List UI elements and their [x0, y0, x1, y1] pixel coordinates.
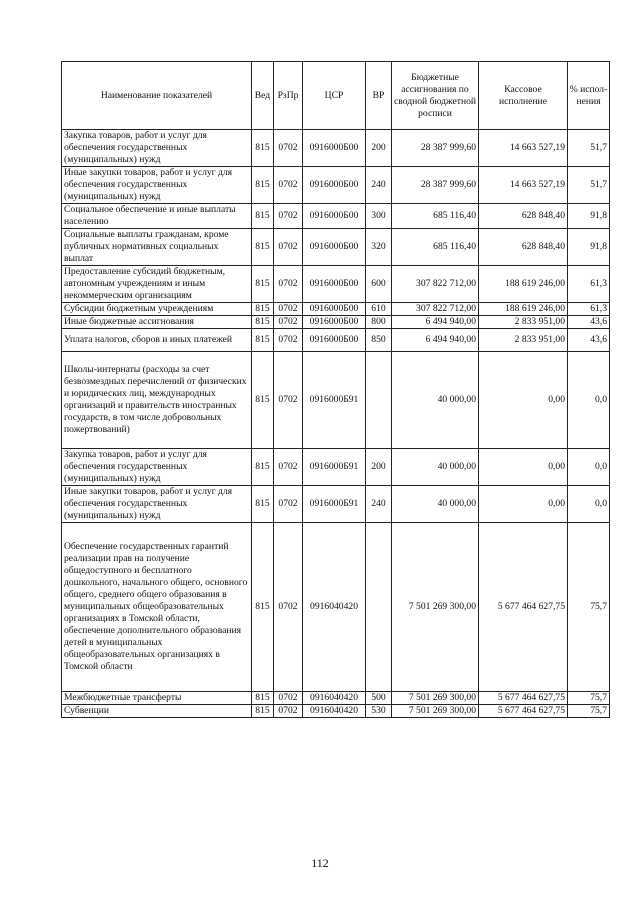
cell-csr: 0916000Б00: [303, 303, 366, 316]
cell-budget: 7 501 269 300,00: [392, 692, 479, 705]
table-row: [62, 692, 610, 705]
cell-ved: 815: [252, 352, 274, 449]
cell-ved: 815: [252, 266, 274, 303]
cell-rzpr: 0702: [274, 266, 303, 303]
cell-budget: 307 822 712,00: [392, 266, 479, 303]
cell-vr: 240: [366, 167, 392, 204]
cell-budget: 6 494 940,00: [392, 329, 479, 352]
cell-budget: 40 000,00: [392, 352, 479, 449]
cell-cash: 14 663 527,19: [479, 130, 568, 167]
cell-percent: 91,8: [568, 204, 610, 229]
cell-vr: [366, 523, 392, 692]
header-vr: ВР: [366, 62, 392, 130]
cell-ved: 815: [252, 316, 274, 329]
cell-rzpr: 0702: [274, 449, 303, 486]
cell-csr: 0916000Б00: [303, 130, 366, 167]
cell-ved: 815: [252, 167, 274, 204]
cell-budget: 28 387 999,60: [392, 167, 479, 204]
table-row: [62, 266, 610, 303]
cell-csr: 0916040420: [303, 692, 366, 705]
cell-budget: 7 501 269 300,00: [392, 523, 479, 692]
table-header-row: [62, 62, 610, 130]
header-rzpr: РзПр: [274, 62, 303, 130]
cell-csr: 0916000Б00: [303, 329, 366, 352]
cell-cash: 5 677 464 627,75: [479, 705, 568, 718]
cell-cash: 628 848,40: [479, 229, 568, 266]
cell-csr: 0916000Б00: [303, 229, 366, 266]
cell-name: Социальное обеспечение и иные выплаты населению: [62, 204, 252, 229]
cell-cash: 188 619 246,00: [479, 266, 568, 303]
cell-rzpr: 0702: [274, 486, 303, 523]
cell-name: Иные бюджетные ассигнования: [62, 316, 252, 329]
cell-vr: 300: [366, 204, 392, 229]
cell-cash: 2 833 951,00: [479, 329, 568, 352]
cell-ved: 815: [252, 204, 274, 229]
cell-vr: 200: [366, 449, 392, 486]
table-row: [62, 130, 610, 167]
cell-name: Уплата налогов, сборов и иных платежей: [62, 329, 252, 352]
cell-budget: 685 116,40: [392, 229, 479, 266]
cell-csr: 0916000Б00: [303, 204, 366, 229]
cell-csr: 0916040420: [303, 523, 366, 692]
table-row: [62, 167, 610, 204]
cell-percent: 0,0: [568, 449, 610, 486]
cell-vr: 530: [366, 705, 392, 718]
cell-budget: 40 000,00: [392, 486, 479, 523]
cell-name: Социальные выплаты гражданам, кроме публичных нормативных социальных выплат: [62, 229, 252, 266]
table-row: [62, 303, 610, 316]
table-row: [62, 449, 610, 486]
cell-vr: 320: [366, 229, 392, 266]
table-row: [62, 229, 610, 266]
cell-rzpr: 0702: [274, 303, 303, 316]
cell-ved: 815: [252, 692, 274, 705]
header-budget: Бюджетные ассигнования по сводной бюджетной росписи: [392, 62, 479, 130]
cell-budget: 6 494 940,00: [392, 316, 479, 329]
header-percent: % испол-нения: [568, 62, 610, 130]
cell-rzpr: 0702: [274, 692, 303, 705]
cell-csr: 0916000Б91: [303, 449, 366, 486]
page-number: 112: [311, 856, 329, 870]
cell-name: Межбюджетные трансферты: [62, 692, 252, 705]
table-row: [62, 486, 610, 523]
table-row: [62, 705, 610, 718]
cell-name: Закупка товаров, работ и услуг для обеспечения государственных (муниципальных) нужд: [62, 130, 252, 167]
cell-cash: 5 677 464 627,75: [479, 692, 568, 705]
cell-rzpr: 0702: [274, 204, 303, 229]
cell-cash: 2 833 951,00: [479, 316, 568, 329]
cell-percent: 75,7: [568, 692, 610, 705]
cell-percent: 0,0: [568, 486, 610, 523]
cell-cash: 14 663 527,19: [479, 167, 568, 204]
cell-ved: 815: [252, 303, 274, 316]
cell-percent: 43,6: [568, 316, 610, 329]
cell-name: Субсидии бюджетным учреждениям: [62, 303, 252, 316]
cell-vr: 200: [366, 130, 392, 167]
cell-percent: 0,0: [568, 352, 610, 449]
header-cash: Кассовое исполнение: [479, 62, 568, 130]
cell-percent: 61,3: [568, 303, 610, 316]
table-row: [62, 204, 610, 229]
cell-rzpr: 0702: [274, 130, 303, 167]
cell-ved: 815: [252, 449, 274, 486]
cell-ved: 815: [252, 329, 274, 352]
cell-name: Субвенции: [62, 705, 252, 718]
cell-ved: 815: [252, 130, 274, 167]
cell-rzpr: 0702: [274, 167, 303, 204]
cell-rzpr: 0702: [274, 352, 303, 449]
cell-csr: 0916000Б00: [303, 167, 366, 204]
table-row: [62, 316, 610, 329]
table-row: [62, 352, 610, 449]
cell-rzpr: 0702: [274, 705, 303, 718]
cell-vr: 850: [366, 329, 392, 352]
cell-rzpr: 0702: [274, 329, 303, 352]
cell-vr: 610: [366, 303, 392, 316]
cell-csr: 0916000Б00: [303, 316, 366, 329]
cell-vr: 800: [366, 316, 392, 329]
cell-cash: 0,00: [479, 352, 568, 449]
cell-percent: 61,3: [568, 266, 610, 303]
cell-vr: 240: [366, 486, 392, 523]
cell-name: Иные закупки товаров, работ и услуг для обеспечения государственных (муниципальных) нужд: [62, 167, 252, 204]
cell-name: Предоставление субсидий бюджетным, автономным учреждениям и иным некоммерческим организациям: [62, 266, 252, 303]
cell-percent: 75,7: [568, 705, 610, 718]
cell-cash: 0,00: [479, 449, 568, 486]
cell-ved: 815: [252, 523, 274, 692]
cell-budget: 40 000,00: [392, 449, 479, 486]
cell-percent: 51,7: [568, 167, 610, 204]
table-row: [62, 329, 610, 352]
cell-cash: 0,00: [479, 486, 568, 523]
cell-budget: 685 116,40: [392, 204, 479, 229]
cell-ved: 815: [252, 486, 274, 523]
cell-name: Закупка товаров, работ и услуг для обеспечения государственных (муниципальных) нужд: [62, 449, 252, 486]
cell-vr: 500: [366, 692, 392, 705]
cell-cash: 5 677 464 627,75: [479, 523, 568, 692]
header-name: Наименование показателей: [62, 62, 252, 130]
cell-csr: 0916000Б91: [303, 486, 366, 523]
header-ved: Вед: [252, 62, 274, 130]
cell-cash: 628 848,40: [479, 204, 568, 229]
cell-percent: 51,7: [568, 130, 610, 167]
cell-budget: 28 387 999,60: [392, 130, 479, 167]
cell-name: Школы-интернаты (расходы за счет безвозмездных перечислений от физических и юридических лиц, международных организаций и правительств иностранных государств, в том числе добровольных пожертвований): [62, 352, 252, 449]
cell-rzpr: 0702: [274, 316, 303, 329]
cell-budget: 307 822 712,00: [392, 303, 479, 316]
cell-cash: 188 619 246,00: [479, 303, 568, 316]
budget-table: [61, 61, 610, 718]
cell-ved: 815: [252, 229, 274, 266]
cell-csr: 0916000Б91: [303, 352, 366, 449]
cell-name: Обеспечение государственных гарантий реализации прав на получение общедоступного и бесплатного дошкольного, начального общего, основного общего, среднего общего образования в муниципальных общеобразовательных организациях в Томской области, обеспечение дополнительного образования детей в муниципальных общеобразовательных организациях в Томской области: [62, 523, 252, 692]
cell-budget: 7 501 269 300,00: [392, 705, 479, 718]
cell-name: Иные закупки товаров, работ и услуг для обеспечения государственных (муниципальных) нужд: [62, 486, 252, 523]
table-row: [62, 523, 610, 692]
cell-vr: 600: [366, 266, 392, 303]
cell-csr: 0916040420: [303, 705, 366, 718]
cell-percent: 91,8: [568, 229, 610, 266]
cell-rzpr: 0702: [274, 523, 303, 692]
cell-vr: [366, 352, 392, 449]
cell-percent: 43,6: [568, 329, 610, 352]
cell-csr: 0916000Б00: [303, 266, 366, 303]
cell-ved: 815: [252, 705, 274, 718]
header-csr: ЦСР: [303, 62, 366, 130]
cell-rzpr: 0702: [274, 229, 303, 266]
cell-percent: 75,7: [568, 523, 610, 692]
